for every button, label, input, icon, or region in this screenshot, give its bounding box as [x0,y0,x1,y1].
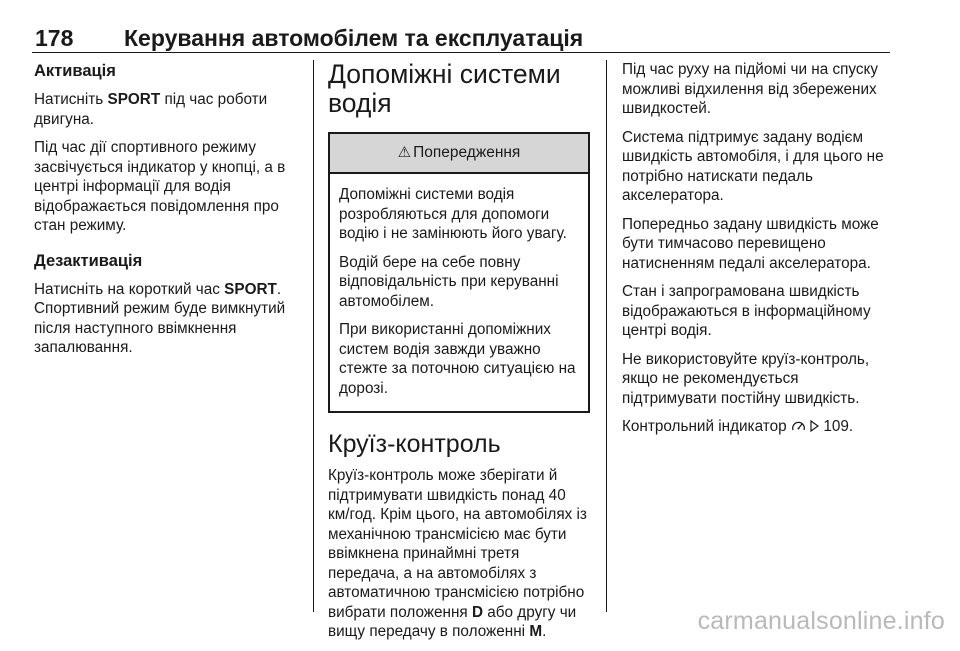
page-reference-number[interactable]: 109 [823,418,849,435]
warning-paragraph-3: При використанні допоміжних систем водія завжди уважно стежте за поточною ситуацією на дорозі. [339,321,576,397]
column-divider [606,60,607,612]
page-header [32,14,890,53]
activation-paragraph-1: Натисніть SPORT під час роботи двигуна. [34,91,268,128]
watermark: carmanualsonline.info [697,607,945,635]
paragraph-3: Попередньо задану швидкість може бути тимчасово перевищено натисненням педалі акселератора. [622,215,879,272]
sport-button-label: SPORT [107,91,161,108]
column-middle [328,60,590,651]
paragraph-6: Контрольний індикатор 109. [622,418,854,435]
cruise-control-icon [791,418,806,435]
warning-title: Попередження [413,144,521,161]
paragraph-1: Під час руху на підйомі чи на спуску можливі відхилення від збережених швидкостей. [622,61,879,117]
warning-body [330,174,588,411]
column-right [622,60,892,446]
paragraph-2: Система підтримує задану водієм швидкість автомобіля, і для цього не потрібно натискати педаль акселератора. [622,128,884,204]
page-reference-icon [810,418,819,435]
section-heading: Допоміжні системи водія [328,59,561,118]
paragraph-4: Стан і запрограмована швидкість відображаються в інформаційному центрі водія. [622,283,871,339]
column-divider [313,60,314,612]
warning-header [330,134,588,174]
warning-triangle-icon: ⚠ [397,144,412,161]
deactivation-paragraph: Натисніть на короткий час SPORT. Спортивний режим буде вимкнутий після наступного ввімкнення запалювання. [34,280,286,356]
activation-paragraph-2: Під час дії спортивного режиму засвічується індикатор у кнопці, а в центрі інформації для водія відображається повідомлення про стан режиму. [34,139,286,234]
column-left [34,60,302,367]
sport-button-label: SPORT [224,280,277,298]
cruise-control-heading: Круїз-контроль [328,430,501,458]
warning-paragraph-2: Водій бере на себе повну відповідальність при керуванні автомобілем. [339,253,559,310]
page-title: Керування автомобілем та експлуатація [124,25,584,51]
page-number: 178 [35,25,74,51]
cruise-control-paragraph: Круїз-контроль може зберігати й підтримувати швидкість понад 40 км/год. Крім цього, на автомобілях із механічною трансмісією має бути ввімкнена принаймні третя передача, а на автомобілях з автоматичною трансмісією потрібно вибрати положення D або другу чи вищу передачу в положенні M. [328,467,587,640]
deactivation-heading: Дезактивація [34,251,143,270]
warning-box [328,132,590,413]
activation-heading: Активація [34,62,116,80]
paragraph-5: Не використовуйте круїз-контроль, якщо не рекомендується підтримувати постійну швидкість. [622,350,870,407]
warning-paragraph-1: Допоміжні системи водія розробляються для допомоги водію і не замінюють його увагу. [339,186,567,242]
